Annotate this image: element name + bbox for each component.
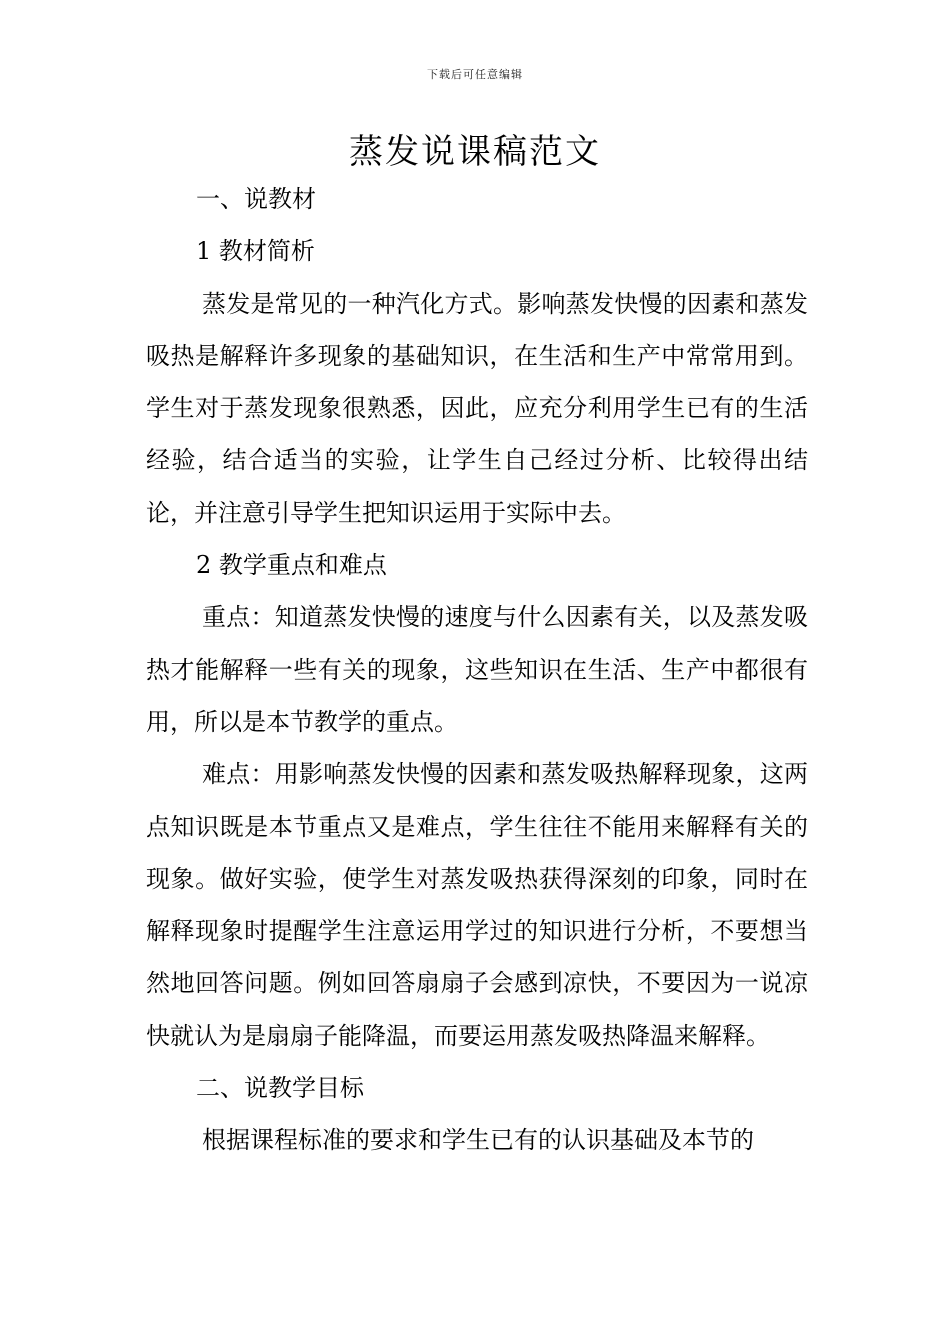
paragraph-2-1: 根据课程标准的要求和学生已有的认识基础及本节的 [202,1126,754,1155]
paragraph-1-1-1: 蒸发是常见的一种汽化方式。影响蒸发快慢的因素和蒸发吸热是解释许多现象的基础知识，在生活和生产中常常用到。学生对于蒸发现象很熟悉，因此，应充分利用学生已有的生活经验，结合适当的实验，让学生自己经过分析、比较得出结论，并注意引导学生把知识运用于实际中去。 [146,289,808,527]
header-note: 下载后可任意编辑 [427,68,523,81]
paragraph-1-2-1: 重点：知道蒸发快慢的速度与什么因素有关，以及蒸发吸热才能解释一些有关的现象，这些知识在生活、生产中都很有用，所以是本节教学的重点。 [146,603,808,736]
section-heading-2: 二、说教学目标 [196,1074,364,1103]
document-title: 蒸发说课稿范文 [349,132,601,172]
paragraph-1-2-2: 难点：用影响蒸发快慢的因素和蒸发吸热解释现象，这两点知识既是本节重点又是难点，学生往往不能用来解释有关的现象。做好实验，使学生对蒸发吸热获得深刻的印象，同时在解释现象时提醒学生注意运用学过的知识进行分析，不要想当然地回答问题。例如回答扇扇子会感到凉快，不要因为一说凉快就认为是扇扇子能降温，而要运用蒸发吸热降温来解释。 [146,760,808,1050]
section-heading-1: 一、说教材 [196,185,316,213]
subsection-heading-1-1: 1 教材简析 [196,237,315,266]
document-body [146,173,808,1167]
subsection-heading-1-2: 2 教学重点和难点 [196,551,387,580]
